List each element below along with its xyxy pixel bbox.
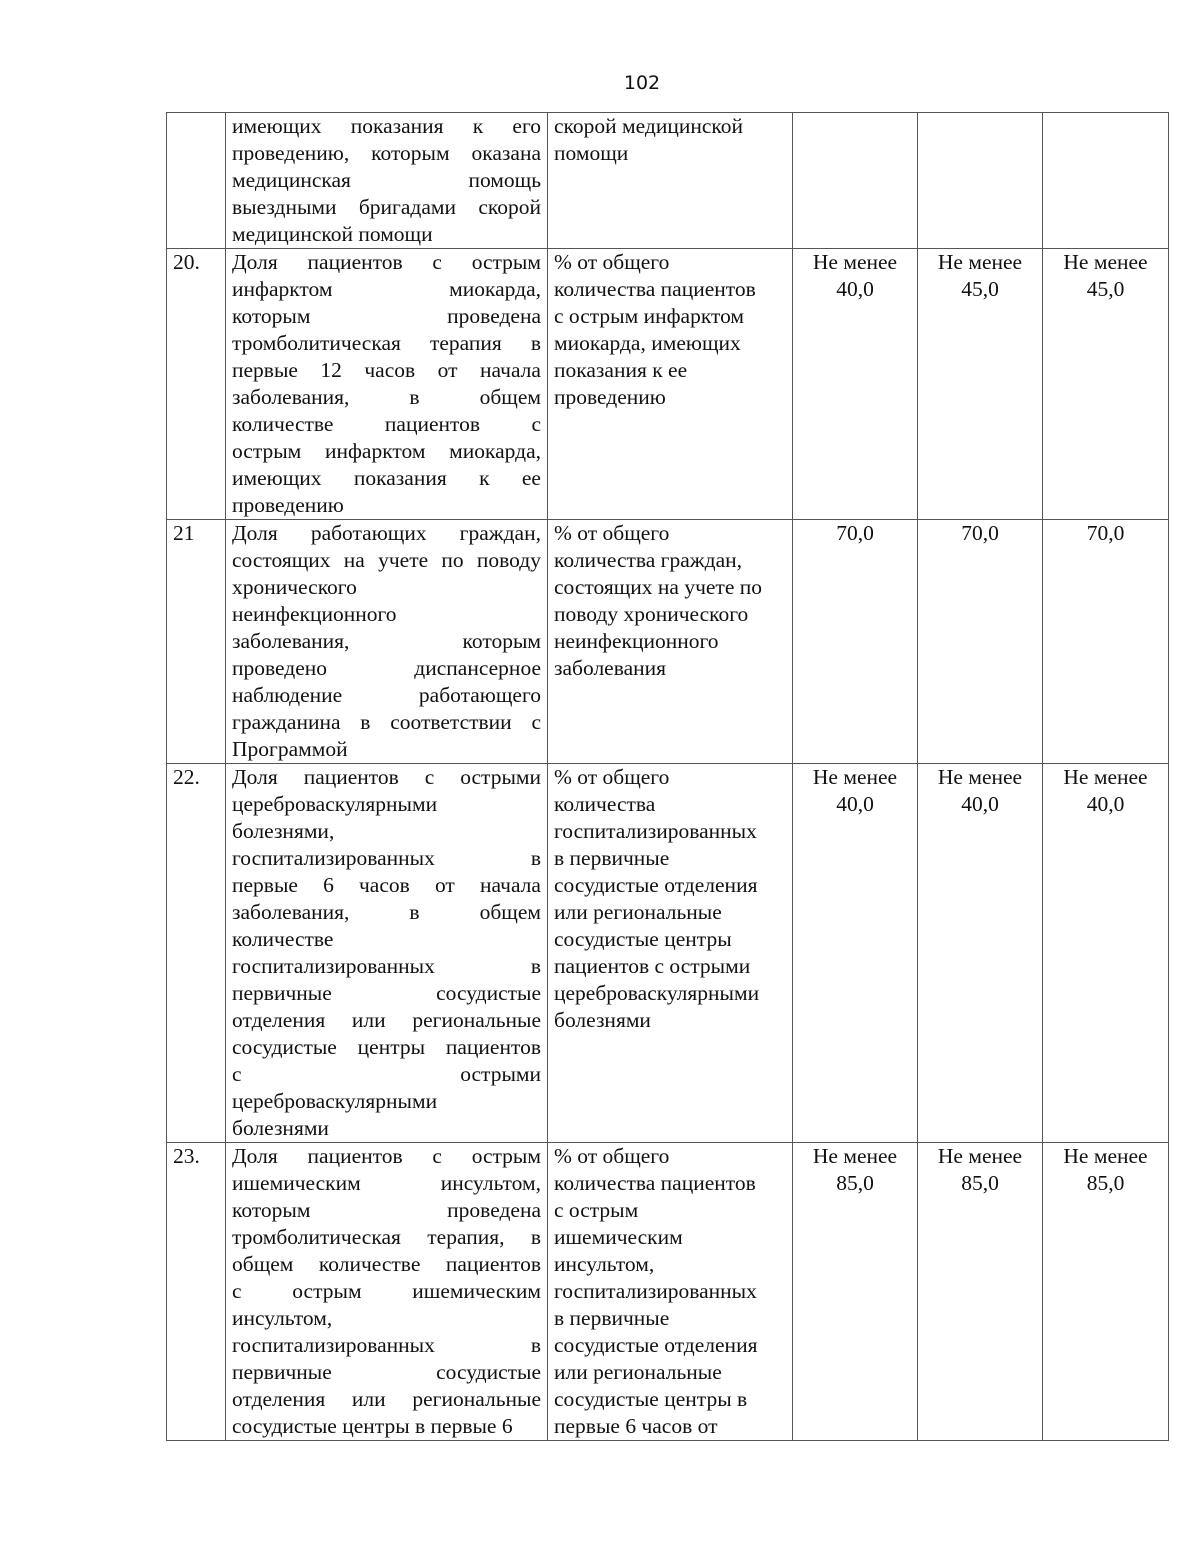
indicator-name-line: имеющих показания к ее — [232, 466, 541, 490]
indicator-name-line: количестве пациентов с — [232, 412, 541, 436]
measurement-unit-line: в первичные — [554, 846, 670, 870]
target-value-1: Не менее 40,0 — [793, 249, 918, 520]
measurement-unit-line: болезнями — [554, 1008, 651, 1032]
indicator-name-line: с острым ишемическим — [232, 1279, 541, 1303]
indicator-name-line: Доля пациентов с острым — [232, 1144, 541, 1168]
indicator-name-line: Доля пациентов с острыми — [232, 765, 541, 789]
row-number: 21 — [167, 520, 226, 764]
indicator-name-line: проведению, которым оказана — [232, 141, 541, 165]
indicator-name-line: неинфекционного — [232, 602, 397, 626]
indicator-name-line: первичные сосудистые — [232, 1360, 541, 1384]
measurement-unit — [548, 249, 793, 520]
measurement-unit-line: % от общего — [554, 250, 670, 274]
row-number — [167, 113, 226, 249]
target-value-1: 70,0 — [793, 520, 918, 764]
target-value-2: Не менее 45,0 — [918, 249, 1043, 520]
indicator-name-line: отделения или региональные — [232, 1008, 541, 1032]
indicator-name-line: которым проведена — [232, 1198, 541, 1222]
target-value-3: 70,0 — [1043, 520, 1169, 764]
measurement-unit-line: или региональные — [554, 900, 722, 924]
row-number: 23. — [167, 1143, 226, 1441]
indicator-name-line: болезнями, — [232, 819, 335, 843]
measurement-unit-line: состоящих на учете по — [554, 575, 762, 599]
measurement-unit-line: поводу хронического — [554, 602, 749, 626]
measurement-unit-line: % от общего — [554, 765, 670, 789]
table-row — [167, 113, 1169, 249]
measurement-unit-line: количества граждан, — [554, 548, 742, 572]
indicator-name-line: инфарктом миокарда, — [232, 277, 541, 301]
indicators-table — [166, 112, 1169, 1441]
indicator-name-line: общем количестве пациентов — [232, 1252, 541, 1276]
indicator-name-line: цереброваскулярными — [232, 1089, 438, 1113]
indicator-name-line: госпитализированных в — [232, 846, 541, 870]
indicator-name — [226, 113, 548, 249]
target-value-2: 70,0 — [918, 520, 1043, 764]
measurement-unit-line: цереброваскулярными — [554, 981, 760, 1005]
table-row — [167, 520, 1169, 764]
measurement-unit-line: с острым инфарктом — [554, 304, 745, 328]
measurement-unit-line: инсультом, — [554, 1252, 655, 1276]
measurement-unit-line: количества пациентов — [554, 277, 756, 301]
row-number: 20. — [167, 249, 226, 520]
measurement-unit-line: сосудистые отделения — [554, 873, 758, 897]
page-number: 102 — [623, 72, 661, 94]
indicator-name — [226, 249, 548, 520]
measurement-unit-line: количества — [554, 792, 656, 816]
measurement-unit — [548, 764, 793, 1143]
measurement-unit-line: неинфекционного — [554, 629, 719, 653]
measurement-unit — [548, 1143, 793, 1441]
indicator-name-line: острым инфарктом миокарда, — [232, 439, 541, 463]
measurement-unit-line: заболевания — [554, 656, 667, 680]
indicator-name-line: заболевания, в общем — [232, 900, 541, 924]
indicator-name-line: медицинская помощь — [232, 168, 541, 192]
indicator-name-line: цереброваскулярными — [232, 792, 438, 816]
measurement-unit-line: пациентов с острыми — [554, 954, 751, 978]
indicator-name-line: инсультом, — [232, 1306, 333, 1330]
indicator-name-line: тромболитическая терапия, в — [232, 1225, 541, 1249]
indicator-name-line: ишемическим инсультом, — [232, 1171, 541, 1195]
indicator-name-line: наблюдение работающего — [232, 683, 541, 707]
indicator-name-line: состоящих на учете по поводу — [232, 548, 541, 572]
measurement-unit — [548, 113, 793, 249]
indicator-name-line: Доля работающих граждан, — [232, 521, 541, 545]
table-body — [167, 113, 1169, 1441]
target-value-1: Не менее 85,0 — [793, 1143, 918, 1441]
indicator-name-line: Программой — [232, 737, 348, 761]
target-value-2: Не менее 85,0 — [918, 1143, 1043, 1441]
indicator-name-line: первые 6 часов от начала — [232, 873, 541, 897]
measurement-unit-line: % от общего — [554, 521, 670, 545]
indicator-name-line: Доля пациентов с острым — [232, 250, 541, 274]
measurement-unit-line: первые 6 часов от — [554, 1414, 718, 1438]
measurement-unit-line: показания к ее — [554, 358, 688, 382]
measurement-unit-line: сосудистые центры — [554, 927, 732, 951]
row-number: 22. — [167, 764, 226, 1143]
indicator-name — [226, 1143, 548, 1441]
measurement-unit-line: скорой медицинской — [554, 114, 744, 138]
measurement-unit-line: количества пациентов — [554, 1171, 756, 1195]
measurement-unit-line: госпитализированных — [554, 819, 757, 843]
target-value-2: Не менее 40,0 — [918, 764, 1043, 1143]
indicator-name-line: болезнями — [232, 1116, 329, 1140]
measurement-unit-line: помощи — [554, 141, 629, 165]
indicator-name-line: с острыми — [232, 1062, 541, 1086]
measurement-unit-line: с острым — [554, 1198, 639, 1222]
indicator-name-line: заболевания, в общем — [232, 385, 541, 409]
indicator-name-line: сосудистые центры в первые 6 — [232, 1414, 513, 1438]
indicator-name-line: гражданина в соответствии с — [232, 710, 541, 734]
table-row — [167, 764, 1169, 1143]
indicator-name-line: сосудистые центры пациентов — [232, 1035, 541, 1059]
target-value-3 — [1043, 113, 1169, 249]
measurement-unit-line: или региональные — [554, 1360, 722, 1384]
indicator-name-line: заболевания, которым — [232, 629, 541, 653]
indicator-name-line: госпитализированных в — [232, 1333, 541, 1357]
indicator-name-line: проведено диспансерное — [232, 656, 541, 680]
indicator-name-line: количестве — [232, 927, 334, 951]
target-value-2 — [918, 113, 1043, 249]
indicator-name — [226, 764, 548, 1143]
measurement-unit-line: ишемическим — [554, 1225, 683, 1249]
target-value-3: Не менее 85,0 — [1043, 1143, 1169, 1441]
indicator-name-line: первые 12 часов от начала — [232, 358, 541, 382]
measurement-unit-line: в первичные — [554, 1306, 670, 1330]
indicator-name-line: имеющих показания к его — [232, 114, 541, 138]
target-value-3: Не менее 40,0 — [1043, 764, 1169, 1143]
measurement-unit-line: сосудистые отделения — [554, 1333, 758, 1357]
indicator-name-line: хронического — [232, 575, 357, 599]
measurement-unit — [548, 520, 793, 764]
indicator-name-line: выездными бригадами скорой — [232, 195, 541, 219]
indicator-name-line: первичные сосудистые — [232, 981, 541, 1005]
indicator-name-line: медицинской помощи — [232, 222, 433, 246]
measurement-unit-line: миокарда, имеющих — [554, 331, 741, 355]
indicator-name-line: тромболитическая терапия в — [232, 331, 541, 355]
table-row — [167, 1143, 1169, 1441]
indicator-name-line: которым проведена — [232, 304, 541, 328]
indicator-name — [226, 520, 548, 764]
target-value-1 — [793, 113, 918, 249]
table-row — [167, 249, 1169, 520]
target-value-1: Не менее 40,0 — [793, 764, 918, 1143]
indicator-name-line: проведению — [232, 493, 344, 517]
measurement-unit-line: проведению — [554, 385, 666, 409]
measurement-unit-line: госпитализированных — [554, 1279, 757, 1303]
indicator-name-line: госпитализированных в — [232, 954, 541, 978]
indicator-name-line: отделения или региональные — [232, 1387, 541, 1411]
measurement-unit-line: сосудистые центры в — [554, 1387, 748, 1411]
measurement-unit-line: % от общего — [554, 1144, 670, 1168]
target-value-3: Не менее 45,0 — [1043, 249, 1169, 520]
